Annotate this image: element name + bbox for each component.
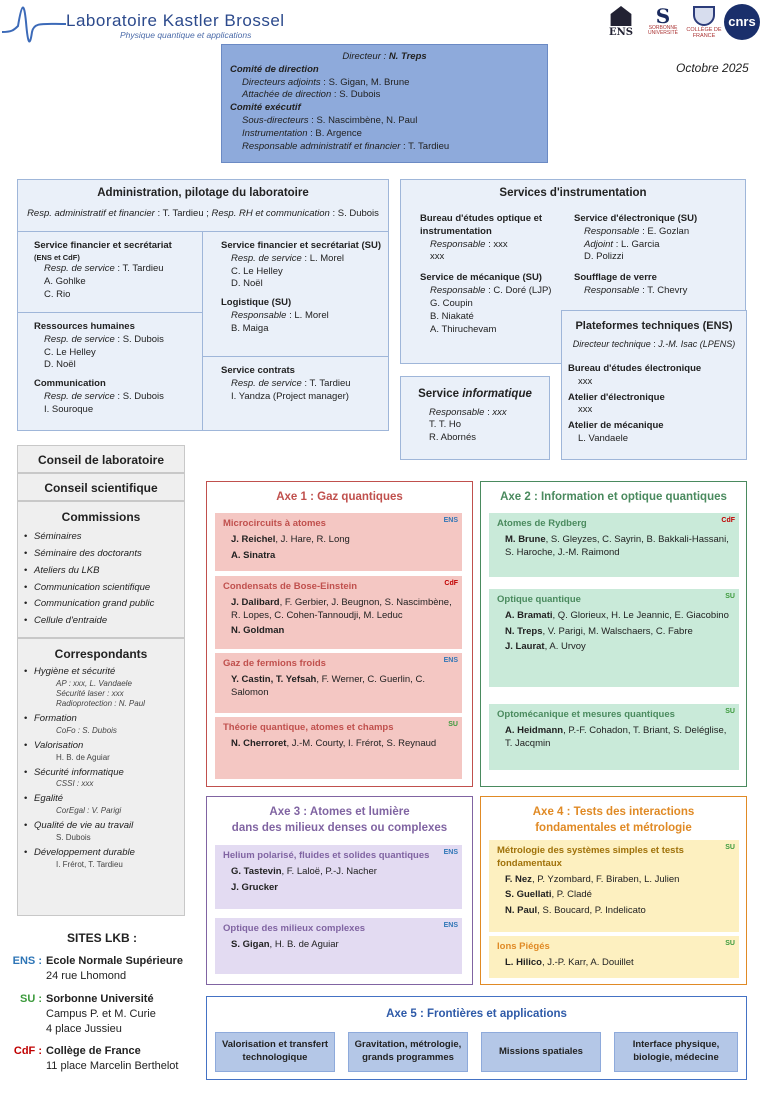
axe4-ions-pieges: SU Ions Piégés L. Hilico, J.-P. Karr, A. Douillet — [489, 936, 739, 978]
axe2-optique-quantique: SU Optique quantique A. Bramati, Q. Glorieux, H. Le Jeannic, E. Giacobino N. Treps, V. Parigi, M. Walschaers, C. Fabre J. Laurat, A. Urvoy — [489, 589, 739, 687]
instrumentation-box: Services d'instrumentation Bureau d'études optique et instrumentation Responsable : xxx xxx Service de mécanique (SU) Responsable : C. Doré (LJP) G. Coupin B. Niakaté A. Thiruchevam Service d'électronique (SU) Responsable : E. Gozlan Adjoint : L. Garcia D. Polizzi Soufflage de verre Responsable : T. Chevry — [400, 179, 746, 364]
conseil-scientifique: Conseil scientifique — [17, 473, 185, 501]
axe2-box: Axe 2 : Information et optique quantiques — [480, 481, 747, 787]
comite-executif-title: Comité exécutif — [230, 102, 301, 114]
ens-logo: ENS — [605, 6, 637, 42]
plateformes-box: Plateformes techniques (ENS) Directeur technique : J.-M. Isac (LPENS) Bureau d'études électronique xxx Atelier d'électronique xxx Atelier de mécanique L. Vandaele — [561, 310, 747, 460]
document-date: Octobre 2025 — [676, 61, 749, 75]
commissions-box: Commissions • Séminaires • Séminaire des doctorants • Ateliers du LKB • Communication scientifique • Communication grand public • Cellule d'entraide — [17, 501, 185, 638]
cnrs-logo: cnrs — [724, 4, 760, 40]
axe4-box: Axe 4 : Tests des interactions fondamentales et métrologie — [480, 796, 747, 985]
axe5-missions-spatiales: Missions spatiales — [481, 1032, 601, 1072]
axe1-box: Axe 1 : Gaz quantiques — [206, 481, 473, 787]
rh-com-box: Ressources humaines Resp. de service : S. Dubois C. Le Helley D. Noël Communication Resp. de service : S. Dubois I. Souroque — [17, 312, 203, 431]
axe2-rydberg: CdF Atomes de Rydberg M. Brune, S. Gleyzes, C. Sayrin, B. Bakkali-Hassani, S. Haroche, J.-M. Raimond — [489, 513, 739, 577]
contrats-box: Service contrats Resp. de service : T. Tardieu I. Yandza (Project manager) — [202, 356, 389, 431]
informatique-box: Service informatique Responsable : xxx T. T. Ho R. Abornés — [400, 376, 550, 460]
administration-title: Administration, pilotage du laboratoire — [97, 187, 309, 199]
axe3-milieux-complexes: ENS Optique des milieux complexes S. Gigan, H. B. de Aguiar — [215, 918, 462, 974]
axe5-box: Axe 5 : Frontières et applications — [206, 996, 747, 1080]
comite-direction-title: Comité de direction — [230, 63, 319, 75]
axe5-interface: Interface physique, biologie, médecine — [614, 1032, 738, 1072]
axe2-optomecanique: SU Optomécanique et mesures quantiques A. Heidmann, P.-F. Cohadon, T. Briant, S. Deléglise, T. Jacqmin — [489, 704, 739, 770]
axe5-gravitation: Gravitation, métrologie, grands programmes — [348, 1032, 468, 1072]
axe3-box: Axe 3 : Atomes et lumière dans des milieux denses ou complexes — [206, 796, 473, 985]
axe1-microcircuits: ENS Microcircuits à atomes J. Reichel, J. Hare, R. Long A. Sinatra — [215, 513, 462, 571]
axe3-helium: ENS Helium polarisé, fluides et solides quantiques G. Tastevin, F. Laloë, P.-J. Nacher J. Grucker — [215, 845, 462, 909]
cdf-crest-icon — [693, 6, 715, 26]
lab-name: Laboratoire Kastler Brossel — [66, 11, 285, 30]
sites-lkb: SITES LKB : ENS : Ecole Normale Supérieure 24 rue Lhomond SU : Sorbonne Université Campus P. et M. Curie 4 place Jussieu CdF : Collège de France 11 place Marcelin Berthelot — [12, 930, 192, 1082]
college-de-france-logo: COLLÈGE DE FRANCE — [686, 6, 722, 42]
axe1-fermions: ENS Gaz de fermions froids Y. Castin, T. Yefsah, F. Werner, C. Guerlin, C. Salomon — [215, 653, 462, 713]
lkb-logo-icon — [2, 2, 66, 46]
commissions-list: • Séminaires • Séminaire des doctorants • Ateliers du LKB • Communication scientifique • Communication grand public • Cellule d'entraide — [24, 531, 184, 628]
axe4-metrologie: SU Métrologie des systèmes simples et tests fondamentaux F. Nez, P. Yzombard, F. Biraben, L. Julien S. Guellati, P. Cladé N. Paul, S. Boucard, P. Indelicato — [489, 840, 739, 932]
director-name: N. Treps — [388, 51, 427, 62]
axe1-bec: CdF Condensats de Bose-Einstein J. Dalibard, F. Gerbier, J. Beugnon, S. Nascimbène, R. Lopes, C. Cohen-Tannoudji, M. Leduc N. Goldman — [215, 576, 462, 649]
site-cdf: CdF : Collège de France 11 place Marcelin Berthelot — [13, 1045, 179, 1073]
direction-box: Directeur : N. Treps Comité de direction Directeurs adjoints : S. Gigan, M. Brune Attachée de direction : S. Dubois Comité exécutif Sous-directeurs : S. Nascimbène, N. Paul Instrumentation : B. Argence Responsable administratif et financier : T. Tardieu — [221, 44, 548, 163]
axe5-valorisation: Valorisation et transfert technologique — [215, 1032, 335, 1072]
administration-box: Administration, pilotage du laboratoire Resp. administratif et financier : T. Tardieu ; Resp. RH et communication : S. Dubois — [17, 179, 389, 431]
instrumentation-title: Services d'instrumentation — [499, 187, 647, 199]
site-su: SU : Sorbonne Université Campus P. et M. Curie 4 place Jussieu — [20, 992, 156, 1035]
sfs-su-box: Service financier et secrétariat (SU) Resp. de service : L. Morel C. Le Helley D. Noël Logistique (SU) Responsable : L. Morel B. Maiga — [202, 231, 389, 357]
conseil-laboratoire: Conseil de laboratoire — [17, 445, 185, 473]
sfs-ens-box: Service financier et secrétariat (ENS et CdF) Resp. de service : T. Tardieu A. Gohlke C. Rio — [17, 231, 203, 313]
correspondants-box: Correspondants • Hygiène et sécurité AP : xxx, L. Vandaele Sécurité laser : xxx Radioprotection : N. Paul • Formation CoFo : S. Dubois • Valorisation H. B. de Aguiar • Sécurité informatique CSSI : xxx • Egalité CorEgal : V. Parigi • Qualité de vie au travail S. Dubois • Développement durable I. Frérot, T. Tardieu — [17, 638, 185, 916]
correspondants-list: • Hygiène et sécurité AP : xxx, L. Vandaele Sécurité laser : xxx Radioprotection : N. Paul • Formation CoFo : S. Dubois • Valorisation H. B. de Aguiar • Sécurité informatique CSSI : xxx • Egalité CorEgal : V. Parigi • Qualité de vie au travail S. Dubois • Développement durable I. Frérot, T. Tardieu — [24, 666, 184, 870]
axe1-theorie: SU Théorie quantique, atomes et champs N. Cherroret, J.-M. Courty, I. Frérot, S. Reynaud — [215, 717, 462, 779]
sorbonne-logo: S SORBONNE UNIVERSITÉ — [648, 4, 679, 36]
ens-building-icon — [608, 6, 634, 26]
site-ens: ENS : Ecole Normale Supérieure 24 rue Lhomond — [12, 955, 183, 983]
lab-subtitle: Physique quantique et applications — [120, 30, 252, 40]
